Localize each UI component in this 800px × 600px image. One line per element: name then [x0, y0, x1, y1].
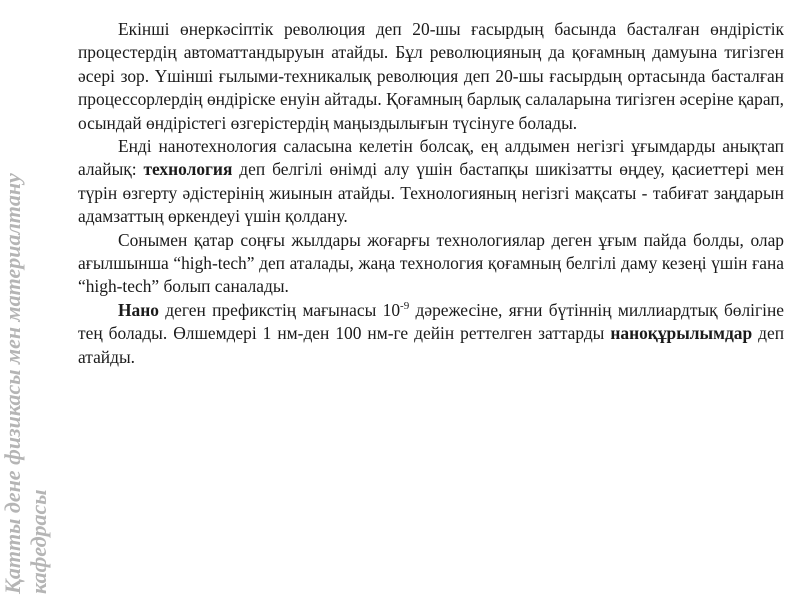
- term-technology: технология: [143, 159, 233, 180]
- department-sidebar: [0, 0, 64, 600]
- paragraph-1: Екінші өнеркәсіптік революция деп 20-шы ғасырдың басында басталған өндірістік процестердің автоматтандыруын атайды. Бұл революцияның да қоғамның дамуына тигізген әсері зор. Үшінші ғылыми-техникалық революция деп 20-шы ғасырдың ортасында басталған процессорлердің өндіріске енуін айтады. Қоғамның барлық салаларына тигізген әсеріне қарап, осындай өндірістегі өзгерістердің маңыздылығын түсінуге болады.: [78, 19, 784, 133]
- paragraph-2-after: деп белгілі өнімді алу үшін бастапқы шикізатты өңдеу, қасиеттері мен түрін өзгерту әдістерінің жиынын атайды. Технологияның негізгі мақсаты - табиғат заңдарын адамзаттың өркендеуі үшін қолдану.: [78, 159, 784, 227]
- paragraph-2: [78, 135, 784, 229]
- paragraph-3: Сонымен қатар соңғы жылдары жоғарғы технологиялар деген ұғым пайда болды, олар ағылшынша “high-tech” деп аталады, жаңа технология қоғамның белгілі даму кезеңі үшін ғана “high-tech” болып саналады.: [78, 229, 784, 297]
- paragraph-4-text1: деген префикстің мағынасы 10: [158, 299, 401, 320]
- department-title-line1: Қатты дене физикасы мен материалтану: [0, 173, 25, 594]
- paragraph-4: [78, 299, 784, 369]
- department-title: [0, 120, 52, 600]
- paragraph-4-text3: деп атайды.: [78, 323, 784, 367]
- paragraph-2-before: Енді нанотехнология саласына келетін болсақ, ең алдымен негізгі ұғымдарды анықтап алайық:: [78, 136, 784, 180]
- paragraph-4-text2: дәрежесіне, яғни бүтіннің миллиардтық бөлігіне тең болады. Өлшемдері 1 нм-ден 100 нм-ге дейін реттелген заттарды: [78, 299, 784, 344]
- term-nanostructures: наноқұрылымдар: [610, 323, 753, 344]
- department-title-line2: кафедрасы: [26, 489, 51, 594]
- main-text: [78, 18, 784, 369]
- term-nano: Нано: [118, 299, 159, 320]
- exponent: -9: [400, 300, 410, 313]
